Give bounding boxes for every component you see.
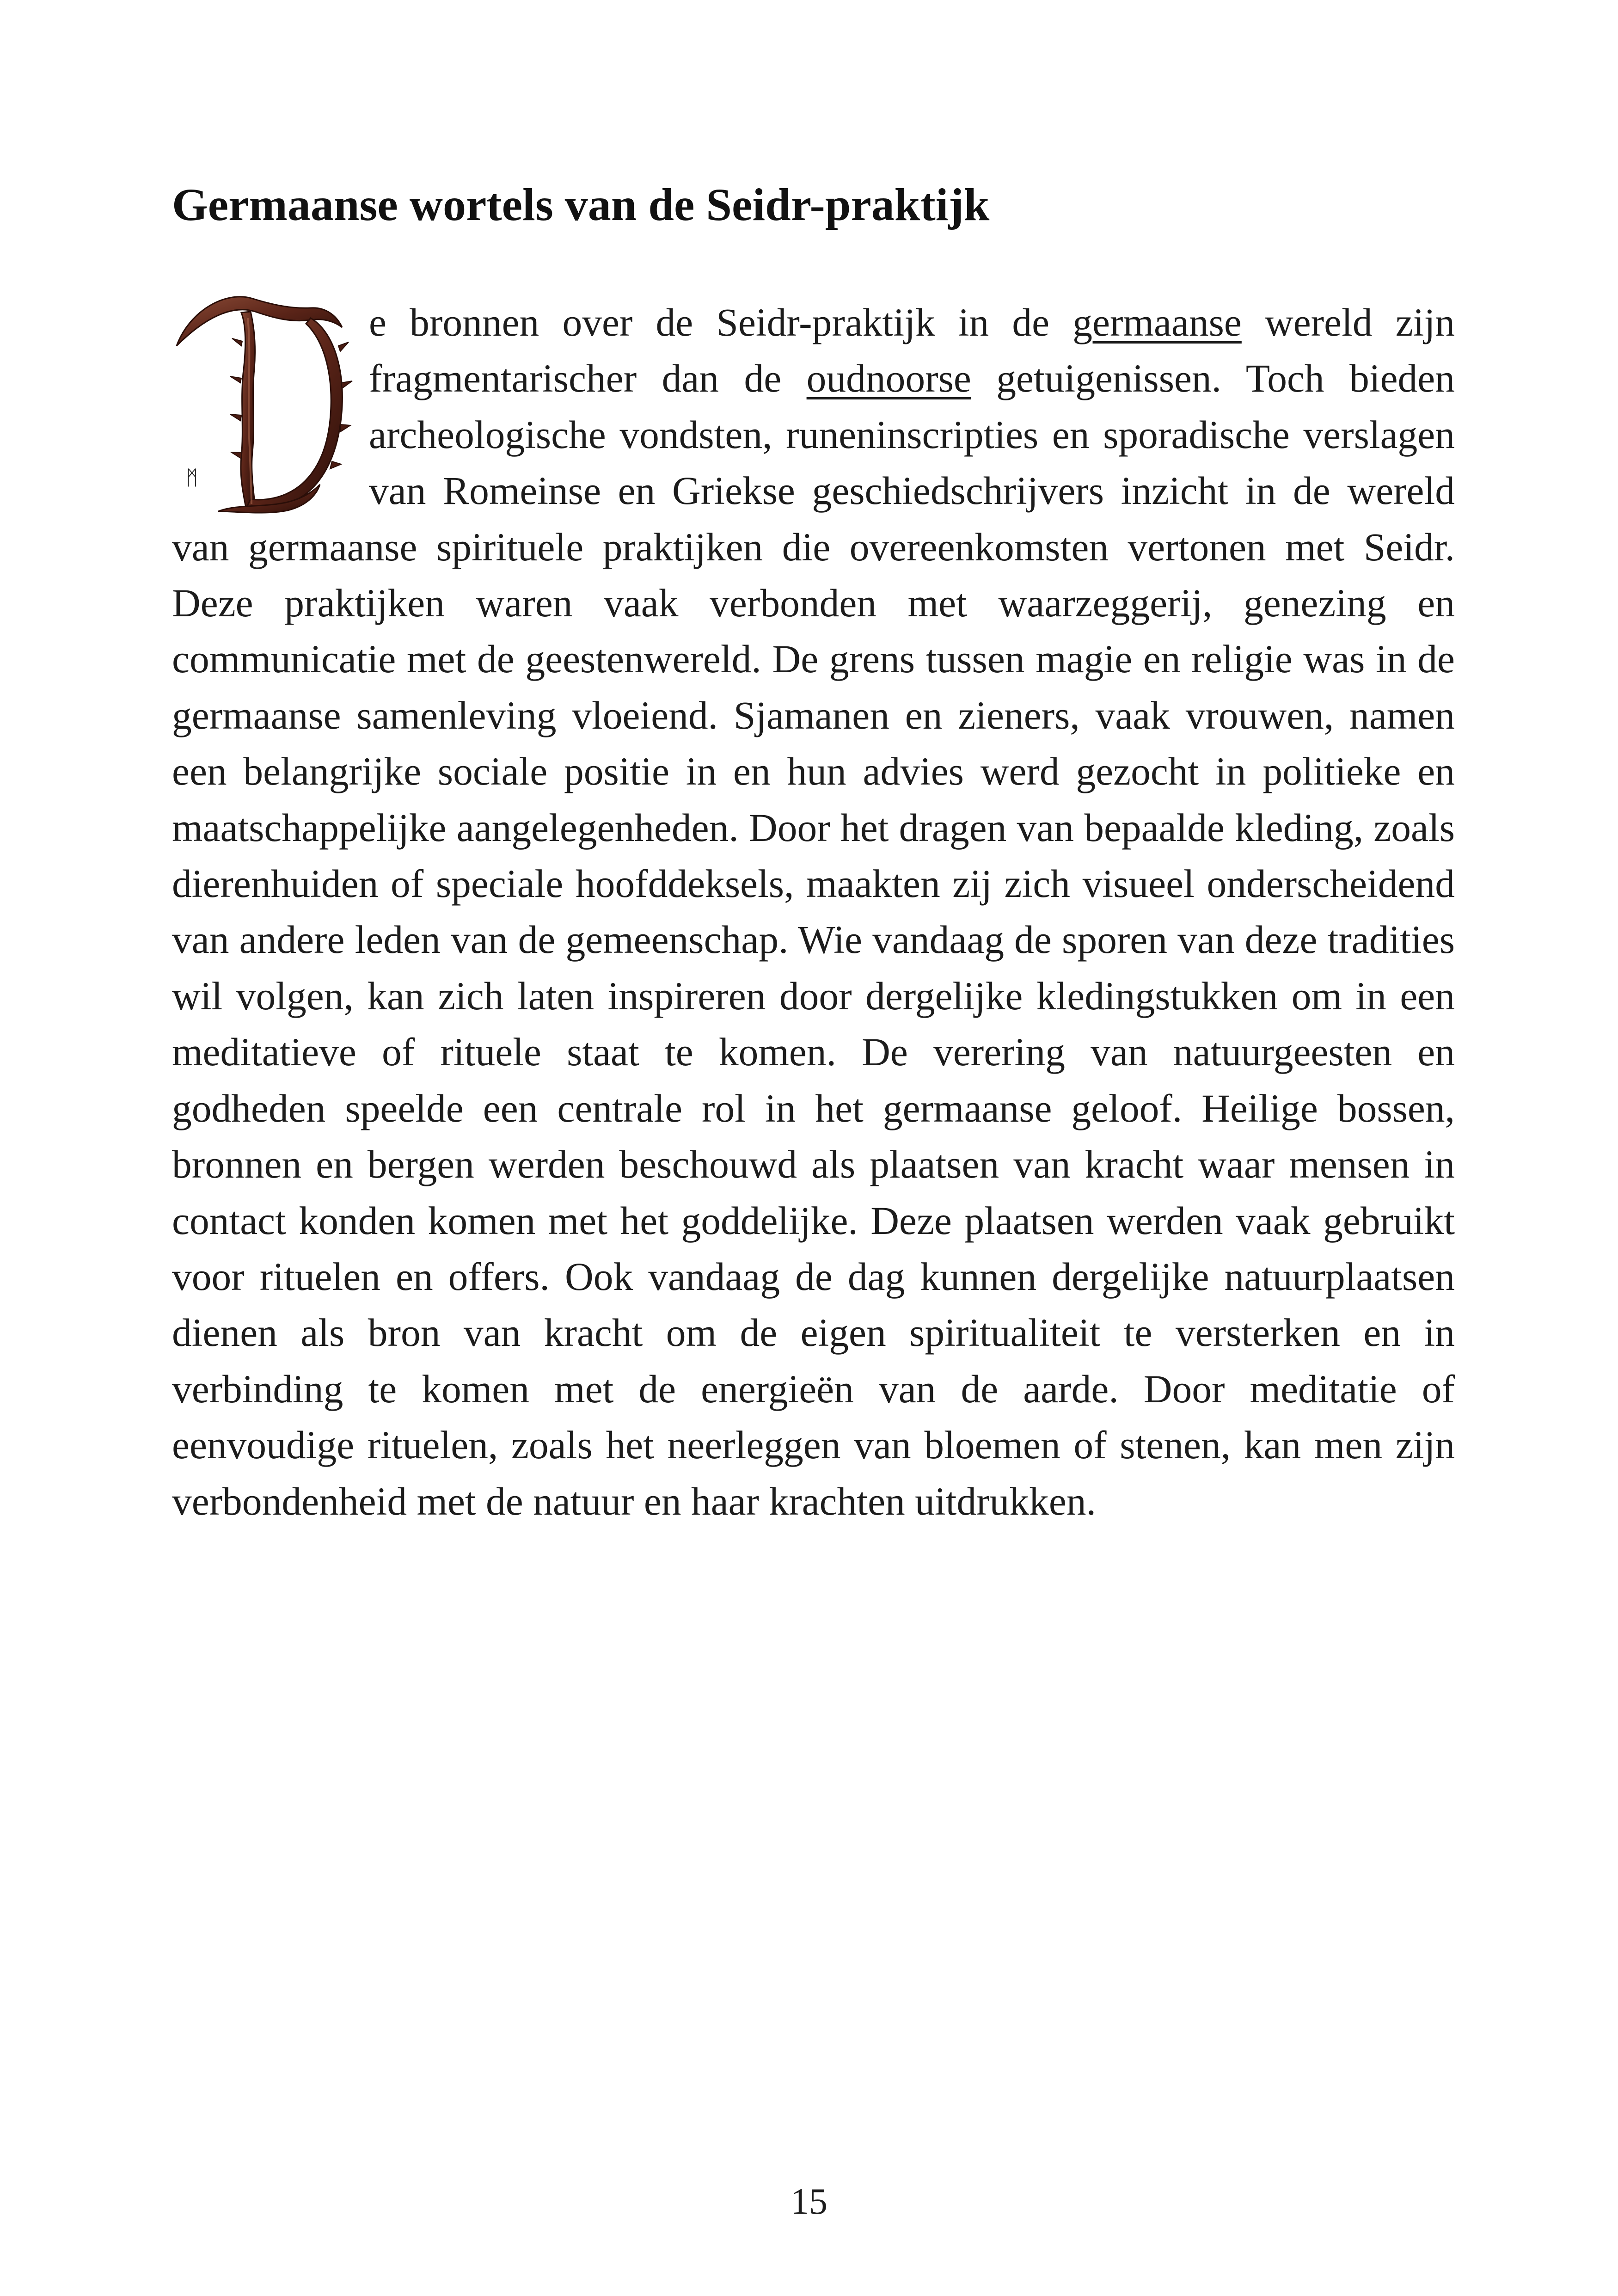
decorative-initial-d-icon	[172, 290, 356, 515]
chapter-title: Germaanse wortels van de Seidr-praktijk	[172, 179, 990, 230]
drop-cap	[172, 290, 356, 515]
paragraph-text-2: wereld zijn fragmentarischer dan de	[369, 301, 1455, 401]
svg-text:ᛗ: ᛗ	[186, 466, 198, 490]
page-number: 15	[791, 2181, 827, 2222]
paragraph-text-1: e bronnen over de Seidr-praktijk in de	[369, 301, 1073, 344]
rune-mannaz-icon	[186, 466, 198, 490]
oudnoorse-underlined-term: oudnoorse	[806, 357, 971, 401]
body-paragraph	[172, 295, 1455, 1530]
paragraph-text-3: getuigenissen. Toch bieden archeologische vondsten, runeninscripties en sporadische verslagen van Romeinse en Griekse geschiedschrijvers inzicht in de wereld van germaanse spirituele praktijken die overeenkomsten vertonen met Seidr. Deze praktijken waren vaak verbonden met waarzeggerij, genezing en communicatie met de geestenwereld. De grens tussen magie en religie was in de germaanse samenleving vloeiend. Sjamanen en zieners, vaak vrouwen, namen een belangrijke sociale positie in en hun advies werd gezocht in politieke en maatschappelijke aangelegenheden. Door het dragen van bepaalde kleding, zoals dierenhuiden of speciale hoofddeksels, maakten zij zich visueel onderscheidend van andere leden van de gemeenschap. Wie vandaag de sporen van deze tradities wil volgen, kan zich laten inspireren door dergelijke kledingstukken om in een meditatieve of rituele staat te komen. De verering van natuurgeesten en godheden speelde een centrale rol in het germaanse geloof. Heilige bossen, bronnen en bergen werden beschouwd als plaatsen van kracht waar mensen in contact konden komen met het goddelijke. Deze plaatsen werden vaak gebruikt voor rituelen en offers. Ook vandaag de dag kunnen dergelijke natuurplaatsen dienen als bron van kracht om de eigen spiritualiteit te versterken en in verbinding te komen met de energieën van de aarde. Door meditatie of eenvoudige rituelen, zoals het neerleggen van bloemen of stenen, kan men zijn verbondenheid met de natuur en haar krachten uitdrukken.	[172, 357, 1455, 1523]
germaanse-underlined-term: germaanse	[1073, 301, 1242, 344]
